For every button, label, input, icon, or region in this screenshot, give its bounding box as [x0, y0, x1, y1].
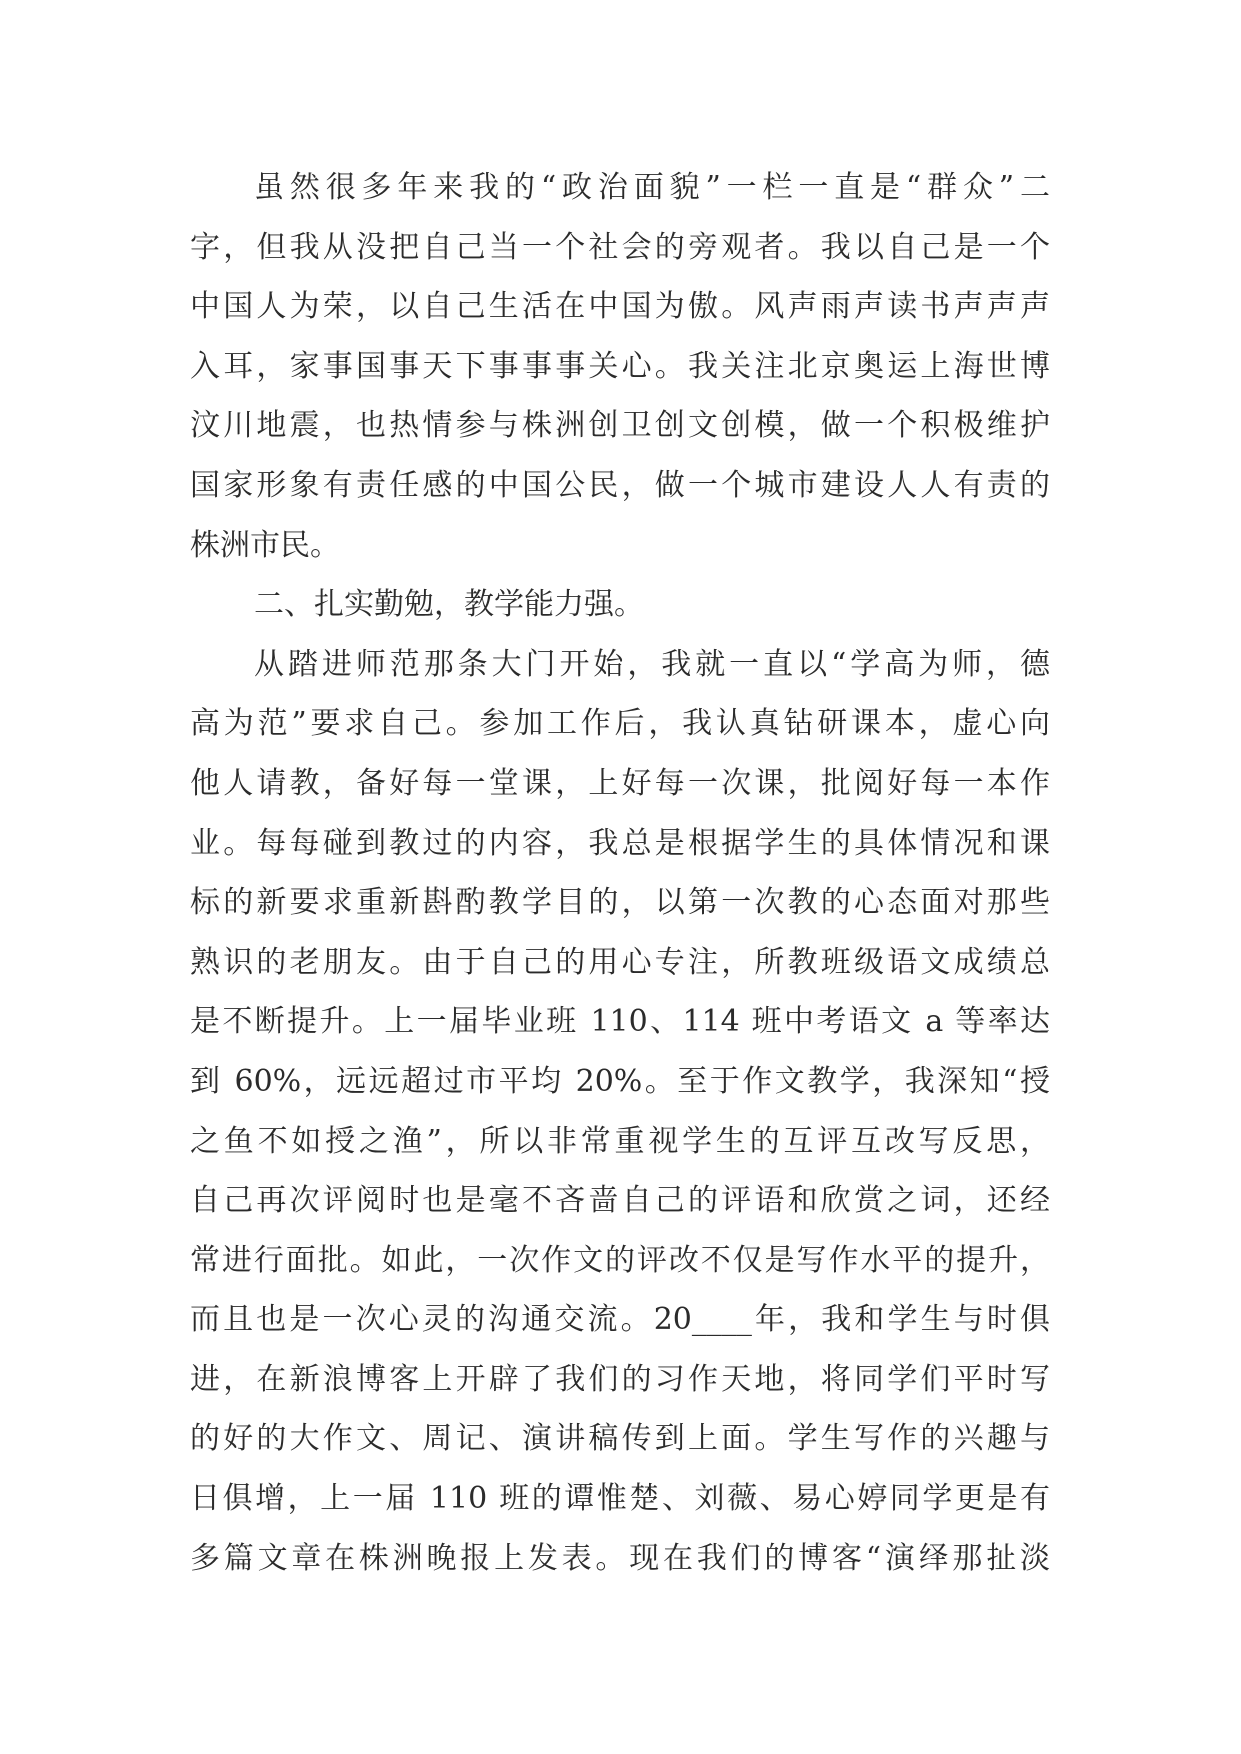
paragraph-line: 而且也是一次心灵的沟通交流。20____年，我和学生与时俱	[190, 1302, 1050, 1338]
paragraph-line: 他人请教，备好每一堂课，上好每一次课，批阅好每一本作	[190, 765, 1050, 801]
paragraph-line: 进，在新浪博客上开辟了我们的习作天地，将同学们平时写	[190, 1361, 1050, 1397]
paragraph-line: 是不断提升。上一届毕业班 110、114 班中考语文 a 等率达	[190, 1004, 1050, 1040]
section-heading: 二、扎实勤勉，教学能力强。	[254, 587, 644, 623]
paragraph-line: 国家形象有责任感的中国公民，做一个城市建设人人有责的	[190, 467, 1050, 503]
paragraph-line: 汶川地震，也热情参与株洲创卫创文创模，做一个积极维护	[190, 408, 1050, 444]
paragraph-line: 的好的大作文、周记、演讲稿传到上面。学生写作的兴趣与	[190, 1421, 1050, 1457]
paragraph-line: 熟识的老朋友。由于自己的用心专注，所教班级语文成绩总	[190, 944, 1050, 980]
paragraph-line: 从踏进师范那条大门开始，我就一直以“学高为师，德	[254, 646, 1050, 682]
paragraph-line: 入耳，家事国事天下事事事关心。我关注北京奥运上海世博	[190, 348, 1050, 384]
paragraph-line: 虽然很多年来我的“政治面貌”一栏一直是“群众”二	[254, 170, 1050, 205]
paragraph-line: 中国人为荣，以自己生活在中国为傲。风声雨声读书声声声	[190, 289, 1050, 325]
paragraph-line: 高为范”要求自己。参加工作后，我认真钻研课本，虚心向	[190, 706, 1050, 742]
paragraph-line: 自己再次评阅时也是毫不吝啬自己的评语和欣赏之词，还经	[190, 1183, 1050, 1219]
paragraph-line: 株洲市民。	[190, 527, 340, 563]
paragraph-line: 日俱增，上一届 110 班的谭惟楚、刘薇、易心婷同学更是有	[190, 1481, 1050, 1517]
paragraph-line: 到 60%，远远超过市平均 20%。至于作文教学，我深知“授	[190, 1063, 1050, 1099]
document-body	[190, 158, 1050, 1588]
paragraph-line: 业。每每碰到教过的内容，我总是根据学生的具体情况和课	[190, 825, 1050, 861]
paragraph-line: 之鱼不如授之渔”，所以非常重视学生的互评互改写反思，	[190, 1123, 1050, 1159]
paragraph-line: 常进行面批。如此，一次作文的评改不仅是写作水平的提升，	[190, 1242, 1050, 1278]
paragraph-line: 多篇文章在株洲晚报上发表。现在我们的博客“演绎那扯淡	[190, 1540, 1050, 1576]
paragraph-line: 标的新要求重新斟酌教学目的，以第一次教的心态面对那些	[190, 885, 1050, 921]
paragraph-line: 字，但我从没把自己当一个社会的旁观者。我以自己是一个	[190, 229, 1050, 265]
